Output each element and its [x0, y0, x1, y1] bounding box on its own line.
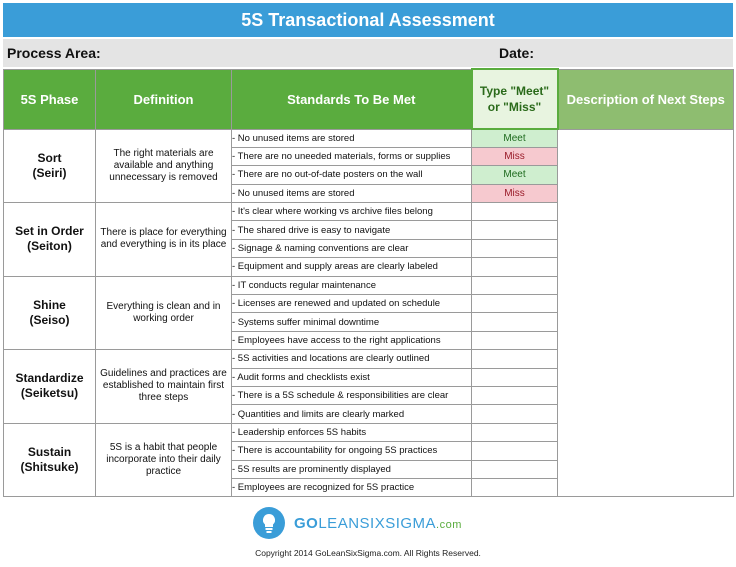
definition-cell: Everything is clean and in working order	[96, 276, 232, 350]
next-steps-cell[interactable]	[558, 129, 734, 497]
header-standards: Standards To Be Met	[232, 69, 472, 129]
standard-cell: - The shared drive is easy to navigate	[232, 221, 472, 239]
phase-alias: (Seiketsu)	[20, 386, 79, 401]
standard-cell: - 5S results are prominently displayed	[232, 460, 472, 478]
page-title: 5S Transactional Assessment	[3, 3, 733, 37]
result-cell[interactable]	[472, 258, 558, 276]
result-cell[interactable]	[472, 460, 558, 478]
standard-cell: - There are no uneeded materials, forms or supplies	[232, 147, 472, 165]
standard-cell: - No unused items are stored	[232, 184, 472, 202]
result-cell[interactable]	[472, 386, 558, 404]
definition-cell: 5S is a habit that people incorporate into their daily practice	[96, 423, 232, 497]
result-cell[interactable]: Meet	[472, 129, 558, 147]
phase-alias: (Shitsuke)	[20, 460, 79, 475]
lightbulb-icon	[252, 506, 286, 540]
phase-name: Sort	[37, 150, 62, 165]
definition-cell: There is place for everything and everything is in its place	[96, 203, 232, 277]
phase-alias: (Seiton)	[27, 239, 72, 254]
header-row	[4, 69, 734, 129]
phase-cell	[4, 129, 96, 203]
standard-cell: - Signage & naming conventions are clear	[232, 239, 472, 257]
result-cell[interactable]	[472, 442, 558, 460]
header-description: Description of Next Steps	[558, 69, 734, 129]
standard-cell: - Audit forms and checklists exist	[232, 368, 472, 386]
standard-cell: - Employees are recognized for 5S practice	[232, 478, 472, 496]
result-cell[interactable]	[472, 368, 558, 386]
phase-name: Set in Order	[15, 224, 84, 239]
header-phase: 5S Phase	[4, 69, 96, 129]
standard-cell: - Leadership enforces 5S habits	[232, 423, 472, 441]
header-type	[472, 69, 558, 129]
header-definition: Definition	[96, 69, 232, 129]
table-row	[4, 129, 734, 147]
definition-cell: The right materials are available and anything unnecessary is removed	[96, 129, 232, 203]
phase-cell	[4, 423, 96, 497]
phase-cell	[4, 276, 96, 350]
logo-dom: .com	[436, 518, 462, 531]
result-cell[interactable]	[472, 295, 558, 313]
phase-name: Standardize	[15, 371, 84, 386]
result-cell[interactable]	[472, 478, 558, 496]
assessment-table	[3, 68, 734, 497]
logo-text	[294, 515, 462, 532]
meta-bar	[3, 39, 733, 67]
standard-cell: - There is a 5S schedule & responsibilities are clear	[232, 386, 472, 404]
result-cell[interactable]	[472, 350, 558, 368]
result-cell[interactable]: Meet	[472, 166, 558, 184]
result-cell[interactable]	[472, 221, 558, 239]
result-cell[interactable]	[472, 331, 558, 349]
standard-cell: - IT conducts regular maintenance	[232, 276, 472, 294]
result-cell[interactable]	[472, 313, 558, 331]
standard-cell: - Licenses are renewed and updated on schedule	[232, 295, 472, 313]
result-cell[interactable]	[472, 423, 558, 441]
header-type-line1: Type "Meet"	[479, 84, 550, 98]
standard-cell: - There are no out-of-date posters on the wall	[232, 166, 472, 184]
result-cell[interactable]	[472, 203, 558, 221]
result-cell[interactable]	[472, 276, 558, 294]
definition-cell: Guidelines and practices are established to maintain first three steps	[96, 350, 232, 424]
result-cell[interactable]	[472, 405, 558, 423]
process-area-label: Process Area:	[7, 45, 101, 61]
standard-cell: - Equipment and supply areas are clearly labeled	[232, 258, 472, 276]
phase-name: Shine	[33, 297, 66, 312]
phase-cell	[4, 350, 96, 424]
standard-cell: - No unused items are stored	[232, 129, 472, 147]
phase-name: Sustain	[27, 445, 72, 460]
phase-alias: (Seiri)	[32, 165, 67, 180]
standard-cell: - There is accountability for ongoing 5S practices	[232, 442, 472, 460]
standard-cell: - 5S activities and locations are clearly outlined	[232, 350, 472, 368]
standard-cell: - Employees have access to the right applications	[232, 331, 472, 349]
copyright: Copyright 2014 GoLeanSixSigma.com. All Rights Reserved.	[255, 548, 481, 558]
result-cell[interactable]	[472, 239, 558, 257]
phase-alias: (Seiso)	[29, 312, 70, 327]
table-body	[4, 129, 734, 497]
phase-cell	[4, 203, 96, 277]
logo-go: GO	[294, 514, 319, 532]
standard-cell: - It's clear where working vs archive files belong	[232, 203, 472, 221]
logo-lss: LEANSIXSIGMA	[318, 514, 437, 532]
standard-cell: - Quantities and limits are clearly marked	[232, 405, 472, 423]
header-type-line2: or "Miss"	[487, 100, 542, 114]
standard-cell: - Systems suffer minimal downtime	[232, 313, 472, 331]
date-label: Date:	[499, 45, 535, 61]
result-cell[interactable]: Miss	[472, 184, 558, 202]
result-cell[interactable]: Miss	[472, 147, 558, 165]
logo	[252, 506, 462, 540]
